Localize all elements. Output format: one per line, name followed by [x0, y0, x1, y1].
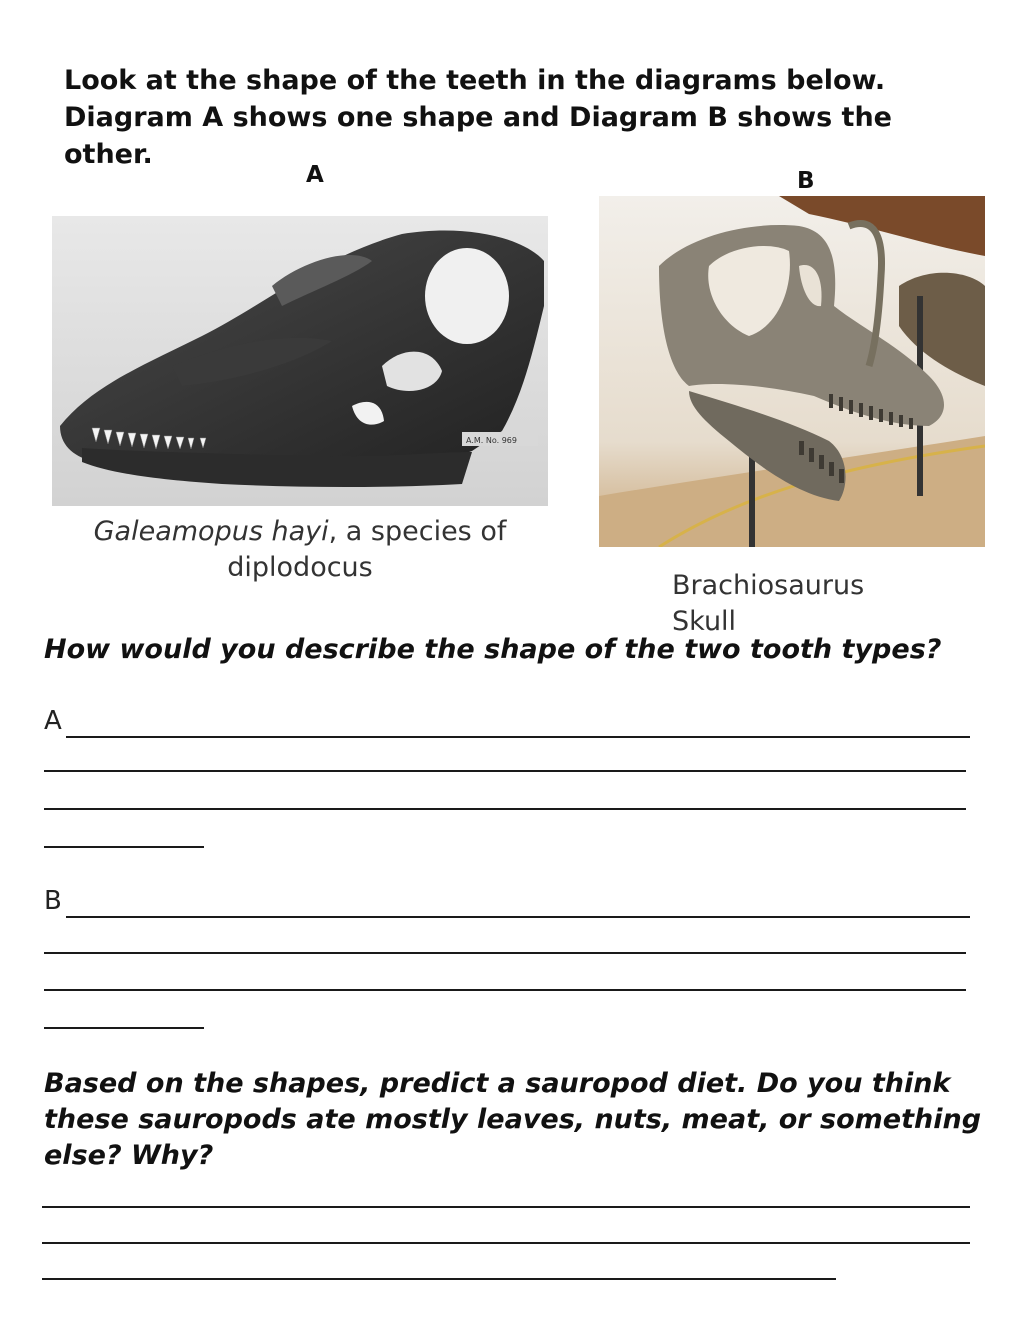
answer-a-line-4[interactable] — [44, 846, 204, 848]
diet-answer-line-2[interactable] — [42, 1242, 970, 1244]
answer-a-line-3[interactable] — [44, 808, 966, 810]
specimen-tag: A.M. No. 969 — [466, 436, 517, 445]
question-sauropod-diet: Based on the shapes, predict a sauropod diet. Do you think these sauropods ate mostly leaves, nuts, meat, or something else? Why? — [44, 1068, 982, 1171]
diet-answer-line-1[interactable] — [42, 1206, 970, 1208]
diagram-a-label: A — [306, 162, 324, 188]
diagram-b-caption: Brachiosaurus Skull — [672, 570, 865, 637]
answer-b-line-2[interactable] — [44, 952, 966, 954]
answer-b-line-3[interactable] — [44, 989, 966, 991]
answer-a-line-2[interactable] — [44, 770, 966, 772]
diplodocus-skull-photo — [52, 216, 548, 506]
answer-b-line-4[interactable] — [44, 1027, 204, 1029]
intro-text: Look at the shape of the teeth in the diagrams below. Diagram A shows one shape and Diagram B shows the other. — [64, 65, 892, 170]
answer-a-label: A — [44, 706, 62, 736]
brachiosaurus-skull-photo — [599, 196, 985, 547]
species-description: , a species of diplodocus — [227, 516, 507, 583]
answer-a-line-1[interactable] — [66, 736, 970, 738]
species-name: Galeamopus hayi — [93, 516, 329, 547]
diagram-b-label: B — [797, 168, 815, 194]
question-tooth-shape: How would you describe the shape of the two tooth types? — [44, 634, 942, 665]
diet-answer-line-3[interactable] — [42, 1278, 836, 1280]
diagram-a-caption — [52, 514, 548, 586]
answer-b-line-1[interactable] — [66, 916, 970, 918]
answer-b-label: B — [44, 886, 62, 916]
